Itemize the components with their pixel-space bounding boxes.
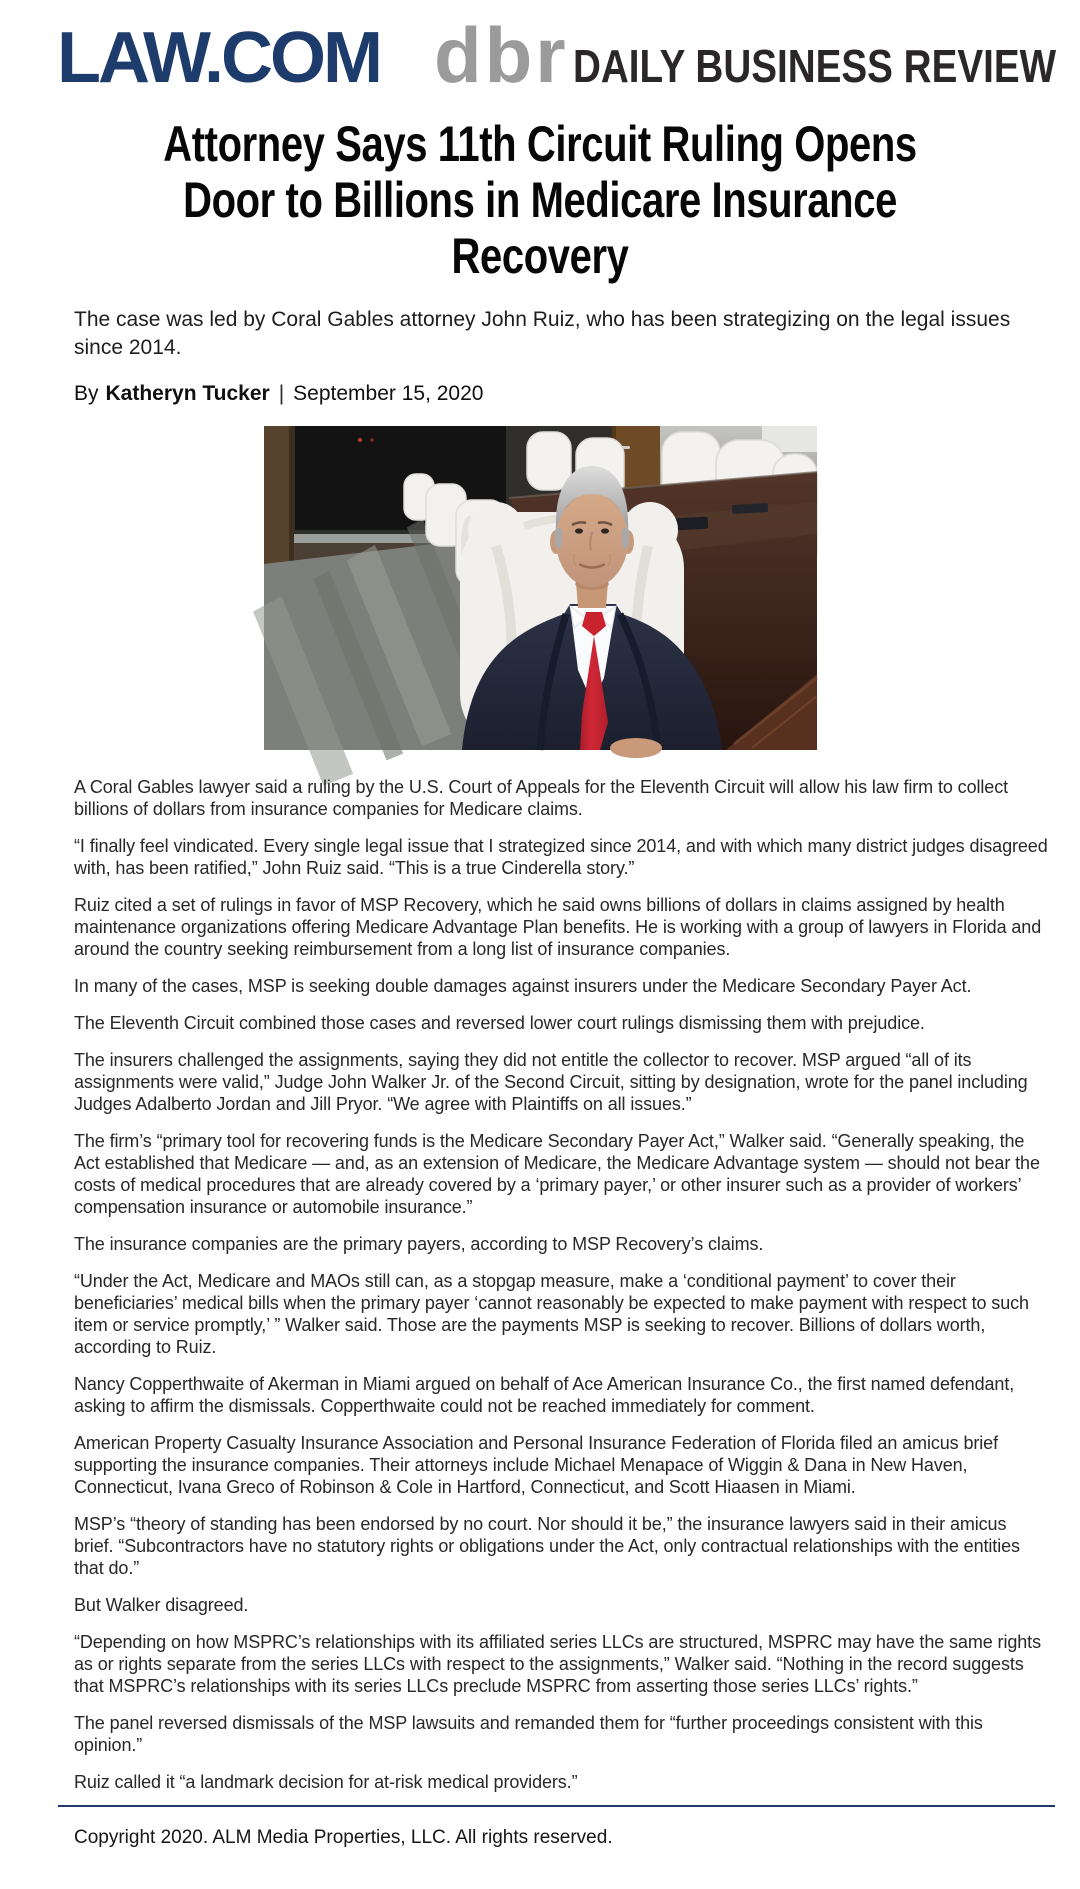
article-photo: [264, 426, 817, 750]
article-paragraph: The firm’s “primary tool for recovering funds is the Medicare Secondary Payer Act,” Walker said. “Generally speaking, the Act established that Medicare — and, as an extension of Medicare, the Medicare Advantage system — should not bear the costs of medical procedures that are already covered by a ‘primary payer,’ or other insurer such as a provider of workers’ compensation insurance or automobile insurance.”: [74, 1131, 1040, 1218]
article-paragraph: Ruiz called it “a landmark decision for at-risk medical providers.”: [74, 1772, 578, 1793]
byline-prefix: By: [74, 382, 99, 406]
article-paragraph: Ruiz cited a set of rulings in favor of MSP Recovery, which he said owns billions of dollars in claims assigned by health maintenance organizations offering Medicare Advantage Plan benefits. He is working with a group of lawyers in Florida and around the country seeking reimbursement from a long list of insurance companies.: [74, 895, 1042, 960]
article-paragraph: American Property Casualty Insurance Association and Personal Insurance Federation of Florida filed an amicus brief supporting the insurance companies. Their attorneys include Michael Menapace of Wiggin & Dana in New Haven, Connecticut, Ivana Greco of Robinson & Cole in Hartford, Connecticut, and Scott Hiaasen in Miami.: [74, 1433, 998, 1498]
article-headline: Attorney Says 11th Circuit Ruling Opens Door to Billions in Medicare Insurance Recovery: [163, 116, 917, 284]
article-subheadline: The case was led by Coral Gables attorney John Ruiz, who has been strategizing on the legal issues since 2014.: [74, 308, 1011, 360]
article-paragraph: Nancy Copperthwaite of Akerman in Miami argued on behalf of Ace American Insurance Co., the first named defendant, asking to affirm the dismissals. Copperthwaite could not be reached immediately for comment.: [74, 1374, 1015, 1417]
article-paragraph: The Eleventh Circuit combined those cases and reversed lower court rulings dismissing them with prejudice.: [74, 1013, 925, 1034]
article-paragraph: “Depending on how MSPRC’s relationships with its affiliated series LLCs are structured, MSPRC may have the same rights as or rights separate from the series LLCs with respect to the assignments,” Walker said. “Nothing in the record suggests that MSPRC’s relationships with its series LLCs preclude MSPRC from asserting those series LLCs’ rights.”: [74, 1632, 1041, 1697]
lawcom-logo: LAW.COM: [57, 18, 380, 98]
publication-name: DAILY BUSINESS REVIEW: [572, 40, 1056, 92]
article-paragraph: “I finally feel vindicated. Every single legal issue that I strategized since 2014, and with which many district judges disagreed with, has been ratified,” John Ruiz said. “This is a true Cinderella story.”: [74, 836, 1048, 879]
article-body: [74, 776, 1050, 1793]
article-paragraph: “Under the Act, Medicare and MAOs still can, as a stopgap measure, make a ‘conditional payment’ to cover their beneficiaries’ medical bills when the primary payer ‘cannot reasonably be expected to make payment with respect to such item or service promptly,’ ” Walker said. Those are the payments MSP is seeking to recover. Billions of dollars worth, according to Ruiz.: [74, 1271, 1029, 1358]
article-paragraph: The panel reversed dismissals of the MSP lawsuits and remanded them for “further proceedings consistent with this opinion.”: [74, 1713, 983, 1756]
byline-author: Katheryn Tucker: [105, 382, 270, 406]
article-paragraph: But Walker disagreed.: [74, 1595, 249, 1616]
dbr-logo: dbr: [433, 11, 569, 99]
footer-rule: [58, 1805, 1055, 1807]
article-paragraph: The insurers challenged the assignments, saying they did not entitle the collector to recover. MSP argued “all of its assignments were valid,” Judge John Walker Jr. of the Second Circuit, sitting by designation, wrote for the panel including Judges Adalberto Jordan and Jill Pryor. “We agree with Plaintiffs on all issues.”: [74, 1050, 1028, 1115]
article-paragraph: A Coral Gables lawyer said a ruling by the U.S. Court of Appeals for the Eleventh Circuit will allow his law firm to collect billions of dollars from insurance companies for Medicare claims.: [74, 777, 1009, 820]
byline-separator: |: [278, 382, 285, 406]
article-paragraph: In many of the cases, MSP is seeking double damages against insurers under the Medicare Secondary Payer Act.: [74, 976, 972, 997]
masthead: [57, 11, 1080, 99]
byline: [74, 382, 1050, 406]
conference-room-portrait: [264, 426, 817, 750]
byline-date: September 15, 2020: [293, 382, 484, 406]
article-paragraph: MSP’s “theory of standing has been endorsed by no court. Nor should it be,” the insurance lawyers said in their amicus brief. “Subcontractors have no statutory rights or obligations under the Act, only contractual relationships with the entities that do.”: [74, 1514, 1020, 1579]
footer: [0, 1793, 1080, 1889]
article-paragraph: The insurance companies are the primary payers, according to MSP Recovery’s claims.: [74, 1234, 764, 1255]
copyright-notice: Copyright 2020. ALM Media Properties, LLC. All rights reserved.: [74, 1827, 613, 1849]
